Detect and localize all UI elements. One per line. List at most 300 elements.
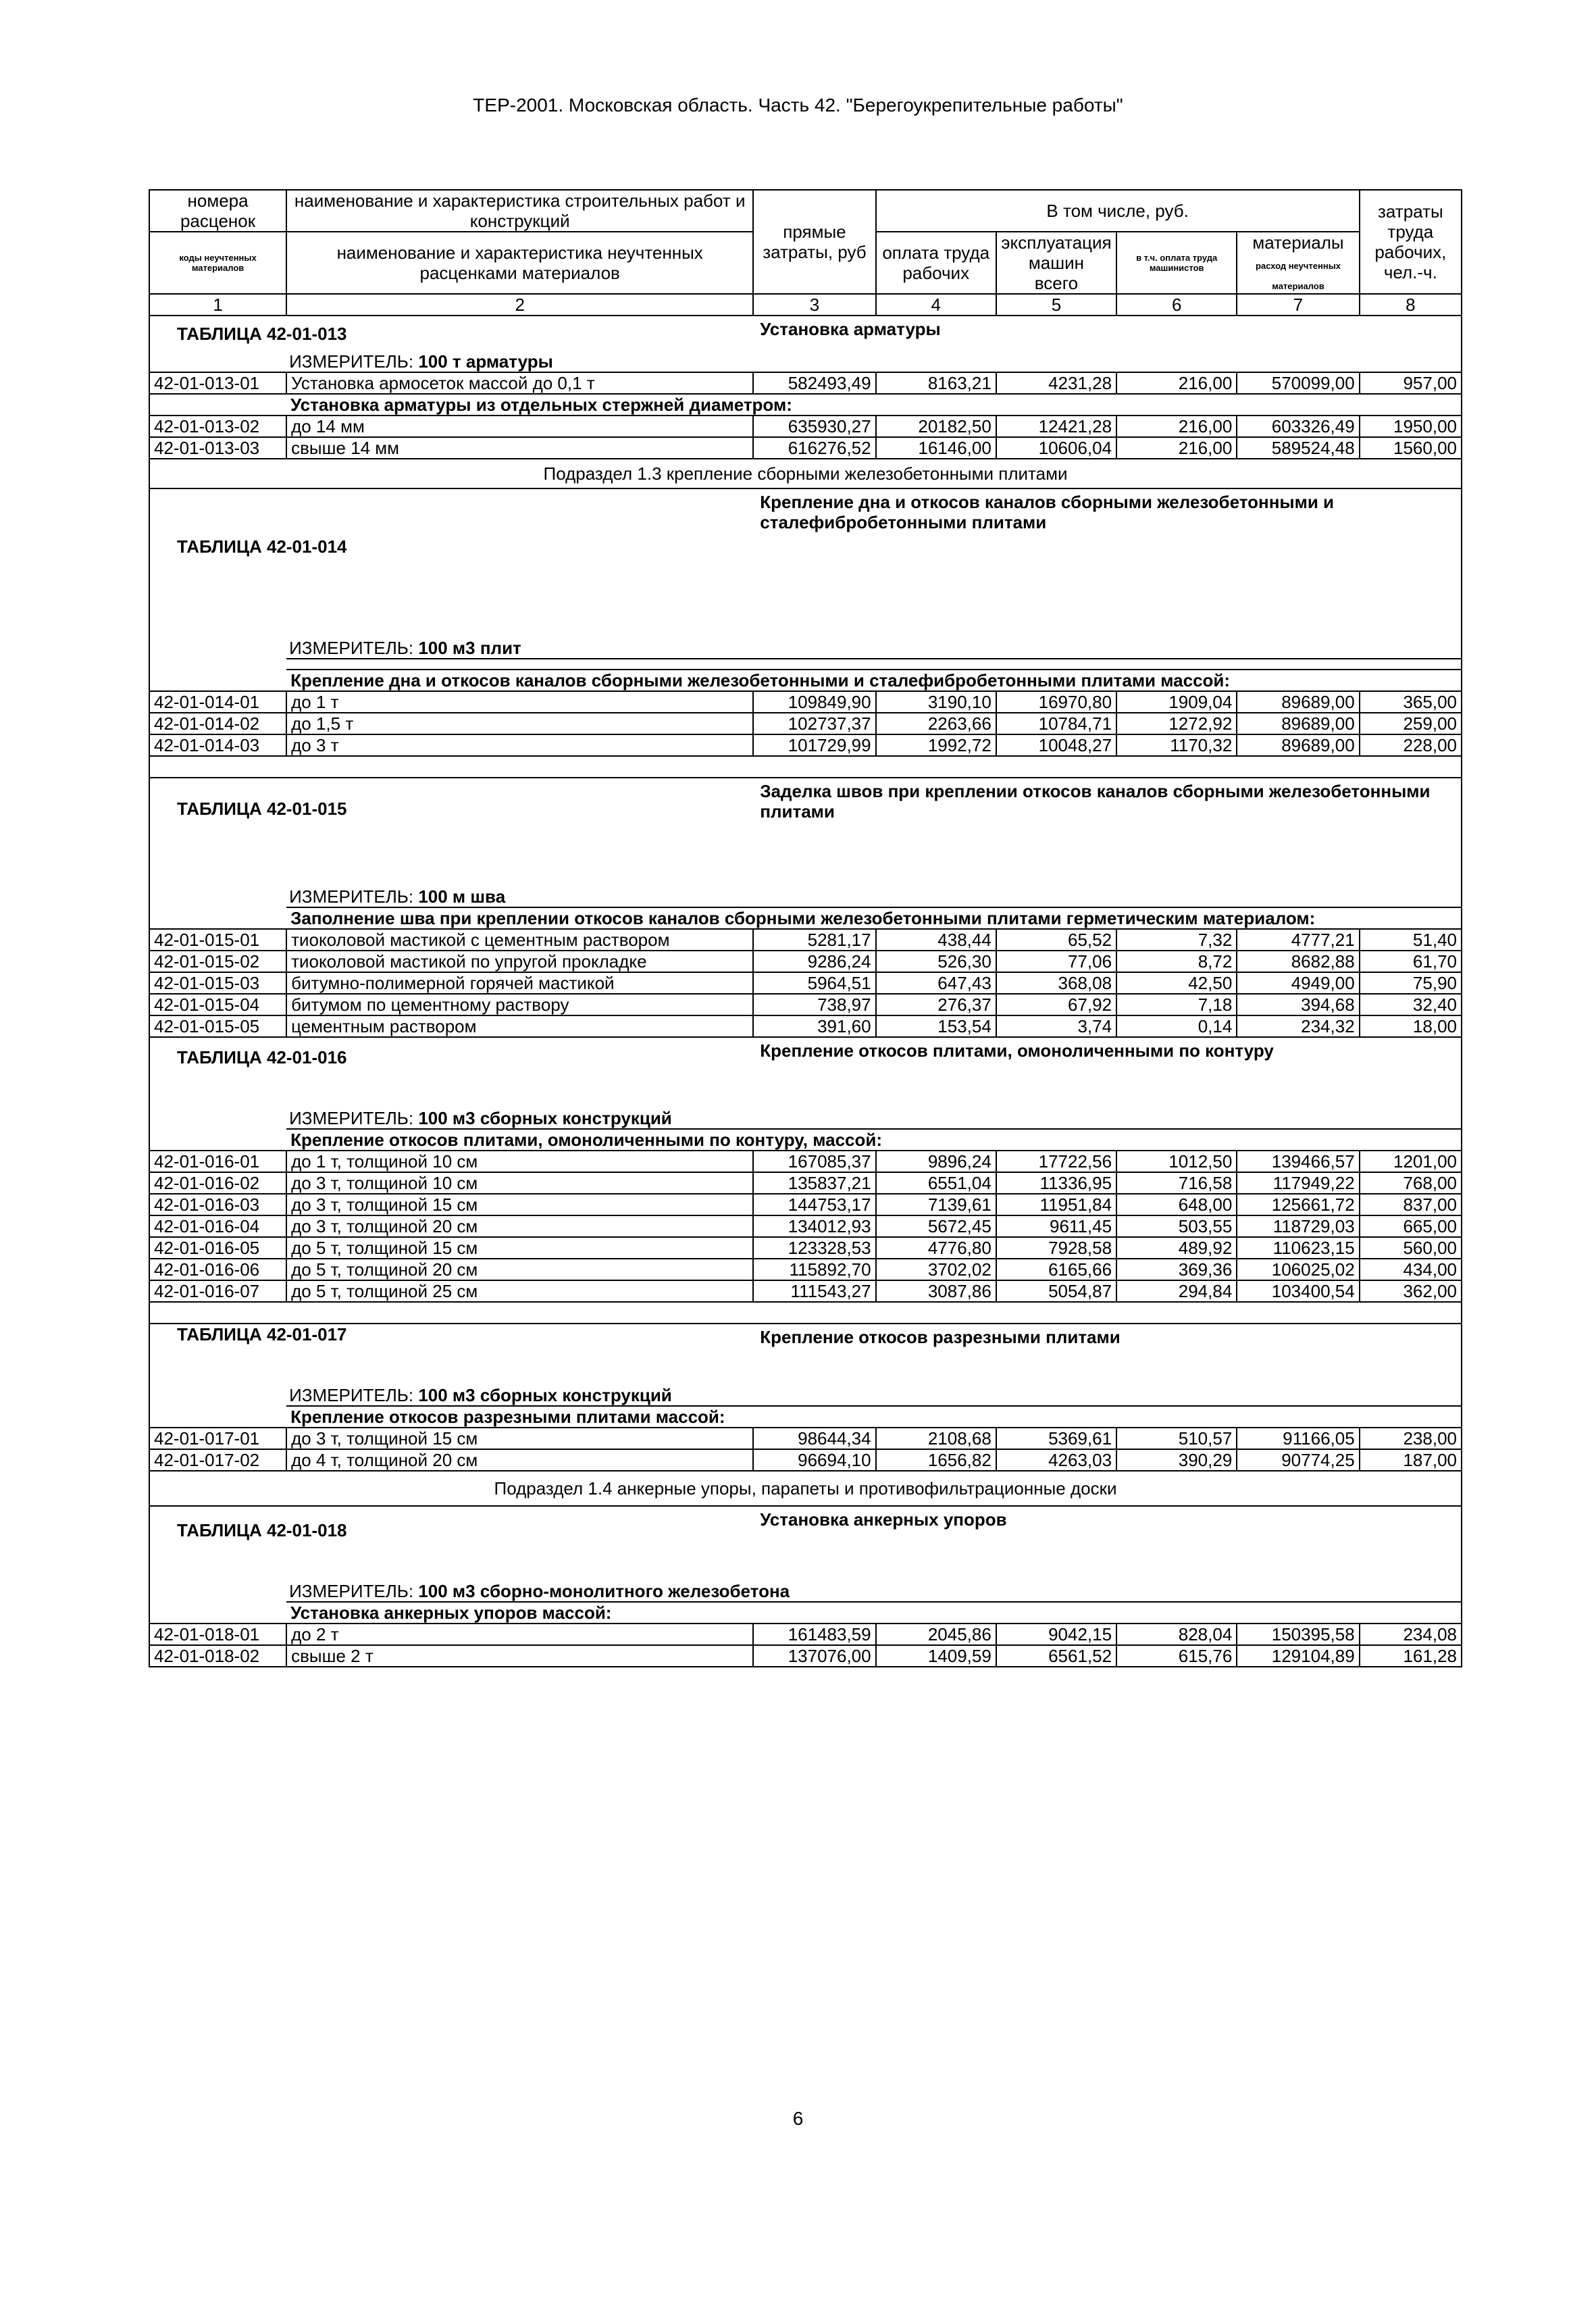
work-name: до 1 т, толщиной 10 см xyxy=(286,1151,753,1172)
labor-hours: 161,28 xyxy=(1360,1645,1462,1667)
group-row xyxy=(149,1602,1462,1624)
meter-spacer xyxy=(149,886,286,907)
work-name: до 3 т xyxy=(286,734,753,756)
group-label: Крепление откосов разрезными плитами массой: xyxy=(286,1406,1462,1428)
rate-code: 42-01-015-05 xyxy=(149,1015,286,1037)
labor-hours: 665,00 xyxy=(1360,1215,1462,1237)
machines-total: 3,74 xyxy=(996,1015,1116,1037)
machinists-pay: 503,55 xyxy=(1116,1215,1237,1237)
machines-total: 4231,28 xyxy=(996,372,1116,394)
materials: 118729,03 xyxy=(1237,1215,1359,1237)
work-name: битумом по цементному раствору xyxy=(286,994,753,1015)
table-row xyxy=(149,1428,1462,1449)
labor-hours: 365,00 xyxy=(1360,691,1462,713)
spacer-row xyxy=(149,659,1462,670)
group-row xyxy=(149,907,1462,929)
spacer xyxy=(149,659,1462,670)
subsection-title: Подраздел 1.3 крепление сборными железобетонными плитами xyxy=(149,459,1462,488)
meter-label: ИЗМЕРИТЕЛЬ: xyxy=(289,1385,414,1405)
subsection-title: Подраздел 1.4 анкерные упоры, парапеты и противофильтрационные доски xyxy=(149,1471,1462,1506)
machinists-pay: 615,76 xyxy=(1116,1645,1237,1667)
machines-total: 67,92 xyxy=(996,994,1116,1015)
labor-pay: 526,30 xyxy=(876,951,996,972)
labor-pay: 2263,66 xyxy=(876,713,996,734)
labor-pay: 2108,68 xyxy=(876,1428,996,1449)
rate-code: 42-01-014-01 xyxy=(149,691,286,713)
meter-row xyxy=(149,1385,1462,1406)
rate-code: 42-01-015-03 xyxy=(149,972,286,994)
rate-code: 42-01-014-03 xyxy=(149,734,286,756)
col-num: 6 xyxy=(1116,294,1237,316)
labor-hours: 560,00 xyxy=(1360,1237,1462,1259)
table-label-text: ТАБЛИЦА 42-01-014 xyxy=(177,536,347,557)
rate-code: 42-01-013-01 xyxy=(149,372,286,394)
labor-pay: 7139,61 xyxy=(876,1194,996,1215)
group-spacer xyxy=(149,670,286,691)
work-name: свыше 14 мм xyxy=(286,437,753,459)
table-name-text: Крепление дна и откосов каналов сборными железобетонными и сталефибробетонными плитами xyxy=(760,492,1335,532)
table-name-text: Крепление откосов плитами, омоноличенными по контуру xyxy=(760,1040,1274,1061)
col-header-1-top: номера расценок xyxy=(149,190,286,232)
header-row-1 xyxy=(149,190,1462,232)
rate-code: 42-01-013-02 xyxy=(149,416,286,437)
meter-label: ИЗМЕРИТЕЛЬ: xyxy=(289,1108,414,1128)
meter-row xyxy=(149,638,1462,659)
machines-total: 17722,56 xyxy=(996,1151,1116,1172)
col-num: 7 xyxy=(1237,294,1359,316)
spacer xyxy=(149,756,1462,778)
direct-cost: 98644,34 xyxy=(753,1428,875,1449)
group-row xyxy=(149,670,1462,691)
work-name: до 3 т, толщиной 20 см xyxy=(286,1215,753,1237)
meter-spacer xyxy=(149,638,286,659)
labor-pay: 276,37 xyxy=(876,994,996,1015)
col-header-2-top: наименование и характеристика строительных работ и конструкций xyxy=(286,190,753,232)
table-row xyxy=(149,972,1462,994)
group-spacer xyxy=(149,1129,286,1151)
machinists-pay: 828,04 xyxy=(1116,1624,1237,1645)
direct-cost: 167085,37 xyxy=(753,1151,875,1172)
rate-code: 42-01-016-01 xyxy=(149,1151,286,1172)
direct-cost: 738,97 xyxy=(753,994,875,1015)
materials: 89689,00 xyxy=(1237,691,1359,713)
group-label: Установка анкерных упоров массой: xyxy=(286,1602,1462,1624)
meter-label: ИЗМЕРИТЕЛЬ: xyxy=(289,351,414,372)
table-label xyxy=(149,1324,753,1385)
rate-code: 42-01-014-02 xyxy=(149,713,286,734)
subsection-row xyxy=(149,459,1462,488)
machinists-pay: 716,58 xyxy=(1116,1172,1237,1194)
table-row xyxy=(149,437,1462,459)
direct-cost: 635930,27 xyxy=(753,416,875,437)
materials: 4949,00 xyxy=(1237,972,1359,994)
spacer-row xyxy=(149,1302,1462,1324)
materials: 234,32 xyxy=(1237,1015,1359,1037)
col-header-2-bottom: наименование и характеристика неучтенных расценками материалов xyxy=(286,232,753,294)
meter-label: ИЗМЕРИТЕЛЬ: xyxy=(289,1581,414,1601)
labor-pay: 438,44 xyxy=(876,929,996,951)
table-row xyxy=(149,994,1462,1015)
work-name: до 3 т, толщиной 15 см xyxy=(286,1428,753,1449)
group-label: Заполнение шва при креплении откосов каналов сборными железобетонными плитами герметическим материалом: xyxy=(286,907,1462,929)
direct-cost: 616276,52 xyxy=(753,437,875,459)
machinists-pay: 369,36 xyxy=(1116,1259,1237,1280)
table-label-text: ТАБЛИЦА 42-01-015 xyxy=(177,799,347,819)
meter-spacer xyxy=(149,351,286,372)
labor-hours: 957,00 xyxy=(1360,372,1462,394)
materials: 89689,00 xyxy=(1237,713,1359,734)
work-name: цементным раствором xyxy=(286,1015,753,1037)
labor-pay: 20182,50 xyxy=(876,416,996,437)
machines-total: 10784,71 xyxy=(996,713,1116,734)
col-num: 5 xyxy=(996,294,1116,316)
machinists-pay: 648,00 xyxy=(1116,1194,1237,1215)
col-num: 2 xyxy=(286,294,753,316)
work-name: до 3 т, толщиной 15 см xyxy=(286,1194,753,1215)
col-header-4: оплата труда рабочих xyxy=(876,232,996,294)
meter xyxy=(286,351,1462,372)
materials: 103400,54 xyxy=(1237,1280,1359,1302)
group-row xyxy=(149,394,1462,416)
table-row xyxy=(149,1151,1462,1172)
spacer-row xyxy=(149,756,1462,778)
table-name-text: Крепление откосов разрезными плитами xyxy=(760,1327,1121,1347)
materials: 110623,15 xyxy=(1237,1237,1359,1259)
labor-pay: 3190,10 xyxy=(876,691,996,713)
group-row xyxy=(149,1406,1462,1428)
table-row xyxy=(149,1194,1462,1215)
labor-pay: 5672,45 xyxy=(876,1215,996,1237)
materials: 91166,05 xyxy=(1237,1428,1359,1449)
col-header-1-bottom: коды неучтенных материалов xyxy=(149,232,286,294)
meter xyxy=(286,1385,1462,1406)
page-number: 6 xyxy=(792,2108,804,2129)
machines-total: 65,52 xyxy=(996,929,1116,951)
meter xyxy=(286,886,1462,907)
machinists-pay: 216,00 xyxy=(1116,437,1237,459)
col-header-mat: материалы xyxy=(1252,232,1344,253)
work-name: тиоколовой мастикой по упругой прокладке xyxy=(286,951,753,972)
table-row xyxy=(149,1645,1462,1667)
machines-total: 10048,27 xyxy=(996,734,1116,756)
col-header-incl: В том числе, руб. xyxy=(876,190,1360,232)
table-row xyxy=(149,1624,1462,1645)
work-name: до 5 т, толщиной 15 см xyxy=(286,1237,753,1259)
work-name: до 14 мм xyxy=(286,416,753,437)
machinists-pay: 7,18 xyxy=(1116,994,1237,1015)
group-row xyxy=(149,1129,1462,1151)
machinists-pay: 1170,32 xyxy=(1116,734,1237,756)
work-name: тиоколовой мастикой с цементным раствором xyxy=(286,929,753,951)
rate-code: 42-01-015-04 xyxy=(149,994,286,1015)
table-row xyxy=(149,1449,1462,1471)
group-label: Крепление дна и откосов каналов сборными железобетонными и сталефибробетонными плитами массой: xyxy=(286,670,1462,691)
machinists-pay: 42,50 xyxy=(1116,972,1237,994)
materials: 394,68 xyxy=(1237,994,1359,1015)
rate-code: 42-01-018-02 xyxy=(149,1645,286,1667)
materials: 589524,48 xyxy=(1237,437,1359,459)
work-name: до 1,5 т xyxy=(286,713,753,734)
meter xyxy=(286,1108,1462,1129)
labor-hours: 837,00 xyxy=(1360,1194,1462,1215)
meter xyxy=(286,1581,1462,1602)
direct-cost: 101729,99 xyxy=(753,734,875,756)
meter-row xyxy=(149,1108,1462,1129)
direct-cost: 96694,10 xyxy=(753,1449,875,1471)
machinists-pay: 390,29 xyxy=(1116,1449,1237,1471)
labor-hours: 51,40 xyxy=(1360,929,1462,951)
rate-code: 42-01-015-02 xyxy=(149,951,286,972)
table-row xyxy=(149,1015,1462,1037)
machinists-pay: 7,32 xyxy=(1116,929,1237,951)
table-row xyxy=(149,929,1462,951)
machines-total: 11336,95 xyxy=(996,1172,1116,1194)
work-name: битумно-полимерной горячей мастикой xyxy=(286,972,753,994)
rate-code: 42-01-017-01 xyxy=(149,1428,286,1449)
table-row xyxy=(149,416,1462,437)
labor-hours: 1560,00 xyxy=(1360,437,1462,459)
col-header-7-sub: расход неучтенных материалов xyxy=(1255,261,1341,291)
labor-hours: 75,90 xyxy=(1360,972,1462,994)
machinists-pay: 8,72 xyxy=(1116,951,1237,972)
materials: 8682,88 xyxy=(1237,951,1359,972)
labor-hours: 234,08 xyxy=(1360,1624,1462,1645)
table-row xyxy=(149,691,1462,713)
table-name xyxy=(753,778,1462,886)
work-name: Установка армосеток массой до 0,1 т xyxy=(286,372,753,394)
direct-cost: 582493,49 xyxy=(753,372,875,394)
rate-code: 42-01-013-03 xyxy=(149,437,286,459)
machinists-pay: 0,14 xyxy=(1116,1015,1237,1037)
direct-cost: 5281,17 xyxy=(753,929,875,951)
page-header: ТЕР-2001. Московская область. Часть 42. "Берегоукрепительные работы" xyxy=(473,95,1123,116)
machines-total: 6165,66 xyxy=(996,1259,1116,1280)
table-name xyxy=(753,1037,1462,1108)
rate-code: 42-01-017-02 xyxy=(149,1449,286,1471)
machines-total: 6561,52 xyxy=(996,1645,1116,1667)
meter-value: 100 м3 сборных конструкций xyxy=(418,1108,672,1128)
labor-hours: 228,00 xyxy=(1360,734,1462,756)
labor-pay: 647,43 xyxy=(876,972,996,994)
meter-spacer xyxy=(149,1385,286,1406)
table-name xyxy=(753,316,1462,351)
machines-total: 5369,61 xyxy=(996,1428,1116,1449)
labor-pay: 3702,02 xyxy=(876,1259,996,1280)
table-row xyxy=(149,1259,1462,1280)
labor-hours: 1201,00 xyxy=(1360,1151,1462,1172)
col-header-6: в т.ч. оплата труда машинистов xyxy=(1116,232,1237,294)
work-name: до 4 т, толщиной 20 см xyxy=(286,1449,753,1471)
meter-value: 100 м3 плит xyxy=(418,638,521,658)
machinists-pay: 216,00 xyxy=(1116,416,1237,437)
materials: 150395,58 xyxy=(1237,1624,1359,1645)
table-title-row xyxy=(149,1324,1462,1385)
table-title-row xyxy=(149,1037,1462,1108)
machinists-pay: 1272,92 xyxy=(1116,713,1237,734)
labor-pay: 2045,86 xyxy=(876,1624,996,1645)
table-name xyxy=(753,1324,1462,1385)
meter xyxy=(286,638,1462,659)
machines-total: 4263,03 xyxy=(996,1449,1116,1471)
labor-hours: 187,00 xyxy=(1360,1449,1462,1471)
direct-cost: 161483,59 xyxy=(753,1624,875,1645)
meter-row xyxy=(149,1581,1462,1602)
machines-total: 5054,87 xyxy=(996,1280,1116,1302)
rate-code: 42-01-016-02 xyxy=(149,1172,286,1194)
materials: 570099,00 xyxy=(1237,372,1359,394)
col-num: 8 xyxy=(1360,294,1462,316)
materials: 125661,72 xyxy=(1237,1194,1359,1215)
machinists-pay: 489,92 xyxy=(1116,1237,1237,1259)
machines-total: 7928,58 xyxy=(996,1237,1116,1259)
group-spacer xyxy=(149,394,286,416)
col-num: 4 xyxy=(876,294,996,316)
table-row xyxy=(149,713,1462,734)
meter-spacer xyxy=(149,1581,286,1602)
machinists-pay: 510,57 xyxy=(1116,1428,1237,1449)
col-num: 1 xyxy=(149,294,286,316)
direct-cost: 5964,51 xyxy=(753,972,875,994)
table-name xyxy=(753,1506,1462,1581)
document-body xyxy=(149,189,1462,1667)
materials: 129104,89 xyxy=(1237,1645,1359,1667)
machinists-pay: 216,00 xyxy=(1116,372,1237,394)
direct-cost: 115892,70 xyxy=(753,1259,875,1280)
labor-pay: 4776,80 xyxy=(876,1237,996,1259)
table-label xyxy=(149,1037,753,1108)
table-name-text: Установка анкерных упоров xyxy=(760,1509,1007,1530)
work-name: свыше 2 т xyxy=(286,1645,753,1667)
labor-pay: 8163,21 xyxy=(876,372,996,394)
table-row xyxy=(149,734,1462,756)
table-name-text: Установка арматуры xyxy=(760,319,941,339)
table-title-row xyxy=(149,1506,1462,1581)
col-header-8: затраты труда рабочих, чел.-ч. xyxy=(1360,190,1462,294)
group-label: Установка арматуры из отдельных стержней диаметром: xyxy=(286,394,1462,416)
table-label-text: ТАБЛИЦА 42-01-016 xyxy=(177,1047,347,1067)
table-row xyxy=(149,372,1462,394)
direct-cost: 123328,53 xyxy=(753,1237,875,1259)
group-spacer xyxy=(149,1406,286,1428)
rate-code: 42-01-015-01 xyxy=(149,929,286,951)
spacer xyxy=(149,1302,1462,1324)
labor-hours: 768,00 xyxy=(1360,1172,1462,1194)
machinists-pay: 1909,04 xyxy=(1116,691,1237,713)
machines-total: 77,06 xyxy=(996,951,1116,972)
table-label xyxy=(149,488,753,638)
table-row xyxy=(149,1215,1462,1237)
machines-total: 10606,04 xyxy=(996,437,1116,459)
direct-cost: 144753,17 xyxy=(753,1194,875,1215)
labor-pay: 3087,86 xyxy=(876,1280,996,1302)
table-name xyxy=(753,488,1462,638)
machines-total: 16970,80 xyxy=(996,691,1116,713)
work-name: до 1 т xyxy=(286,691,753,713)
materials: 4777,21 xyxy=(1237,929,1359,951)
meter-label: ИЗМЕРИТЕЛЬ: xyxy=(289,886,414,907)
work-name: до 5 т, толщиной 25 см xyxy=(286,1280,753,1302)
machinists-pay: 1012,50 xyxy=(1116,1151,1237,1172)
group-spacer xyxy=(149,907,286,929)
direct-cost: 135837,21 xyxy=(753,1172,875,1194)
meter-value: 100 м3 сборно-монолитного железобетона xyxy=(418,1581,790,1601)
machinists-pay: 294,84 xyxy=(1116,1280,1237,1302)
labor-hours: 362,00 xyxy=(1360,1280,1462,1302)
group-spacer xyxy=(149,1602,286,1624)
labor-pay: 9896,24 xyxy=(876,1151,996,1172)
rate-code: 42-01-016-05 xyxy=(149,1237,286,1259)
subsection-row xyxy=(149,1471,1462,1506)
labor-pay: 1409,59 xyxy=(876,1645,996,1667)
direct-cost: 9286,24 xyxy=(753,951,875,972)
machines-total: 12421,28 xyxy=(996,416,1116,437)
col-num: 3 xyxy=(753,294,875,316)
col-header-5 xyxy=(996,232,1116,294)
direct-cost: 102737,37 xyxy=(753,713,875,734)
materials: 90774,25 xyxy=(1237,1449,1359,1471)
table-row xyxy=(149,1172,1462,1194)
meter-value: 100 м3 сборных конструкций xyxy=(418,1385,672,1405)
rate-code: 42-01-016-03 xyxy=(149,1194,286,1215)
direct-cost: 134012,93 xyxy=(753,1215,875,1237)
labor-hours: 18,00 xyxy=(1360,1015,1462,1037)
machines-total: 11951,84 xyxy=(996,1194,1116,1215)
labor-pay: 1992,72 xyxy=(876,734,996,756)
machines-total: 9042,15 xyxy=(996,1624,1116,1645)
direct-cost: 137076,00 xyxy=(753,1645,875,1667)
rate-code: 42-01-016-06 xyxy=(149,1259,286,1280)
table-label xyxy=(149,1506,753,1581)
table-label xyxy=(149,316,753,351)
table-title-row xyxy=(149,488,1462,638)
col-header-mach: эксплуатация машин xyxy=(1001,232,1112,273)
labor-hours: 238,00 xyxy=(1360,1428,1462,1449)
meter-value: 100 т арматуры xyxy=(418,351,553,372)
col-header-7 xyxy=(1237,232,1359,294)
work-name: до 5 т, толщиной 20 см xyxy=(286,1259,753,1280)
rate-code: 42-01-016-04 xyxy=(149,1215,286,1237)
meter-value: 100 м шва xyxy=(418,886,506,907)
meter-spacer xyxy=(149,1108,286,1129)
labor-hours: 259,00 xyxy=(1360,713,1462,734)
table-name-text: Заделка швов при креплении откосов каналов сборными железобетонными плитами xyxy=(760,781,1431,822)
table-title-row xyxy=(149,316,1462,351)
table-row xyxy=(149,1280,1462,1302)
rate-code: 42-01-018-01 xyxy=(149,1624,286,1645)
labor-pay: 1656,82 xyxy=(876,1449,996,1471)
table-label-text: ТАБЛИЦА 42-01-017 xyxy=(177,1324,347,1344)
column-number-row xyxy=(149,294,1462,316)
meter-row xyxy=(149,351,1462,372)
table-label-text: ТАБЛИЦА 42-01-013 xyxy=(177,324,347,344)
table-label-text: ТАБЛИЦА 42-01-018 xyxy=(177,1520,347,1540)
col-header-5-all: всего xyxy=(1034,273,1079,293)
labor-pay: 16146,00 xyxy=(876,437,996,459)
labor-pay: 6551,04 xyxy=(876,1172,996,1194)
meter-label: ИЗМЕРИТЕЛЬ: xyxy=(289,638,414,658)
labor-pay: 153,54 xyxy=(876,1015,996,1037)
table-row xyxy=(149,951,1462,972)
table-label xyxy=(149,778,753,886)
labor-hours: 1950,00 xyxy=(1360,416,1462,437)
materials: 603326,49 xyxy=(1237,416,1359,437)
materials: 106025,02 xyxy=(1237,1259,1359,1280)
group-label: Крепление откосов плитами, омоноличенными по контуру, массой: xyxy=(286,1129,1462,1151)
labor-hours: 32,40 xyxy=(1360,994,1462,1015)
col-header-3: прямые затраты, руб xyxy=(753,190,875,294)
rate-code: 42-01-016-07 xyxy=(149,1280,286,1302)
machines-total: 9611,45 xyxy=(996,1215,1116,1237)
